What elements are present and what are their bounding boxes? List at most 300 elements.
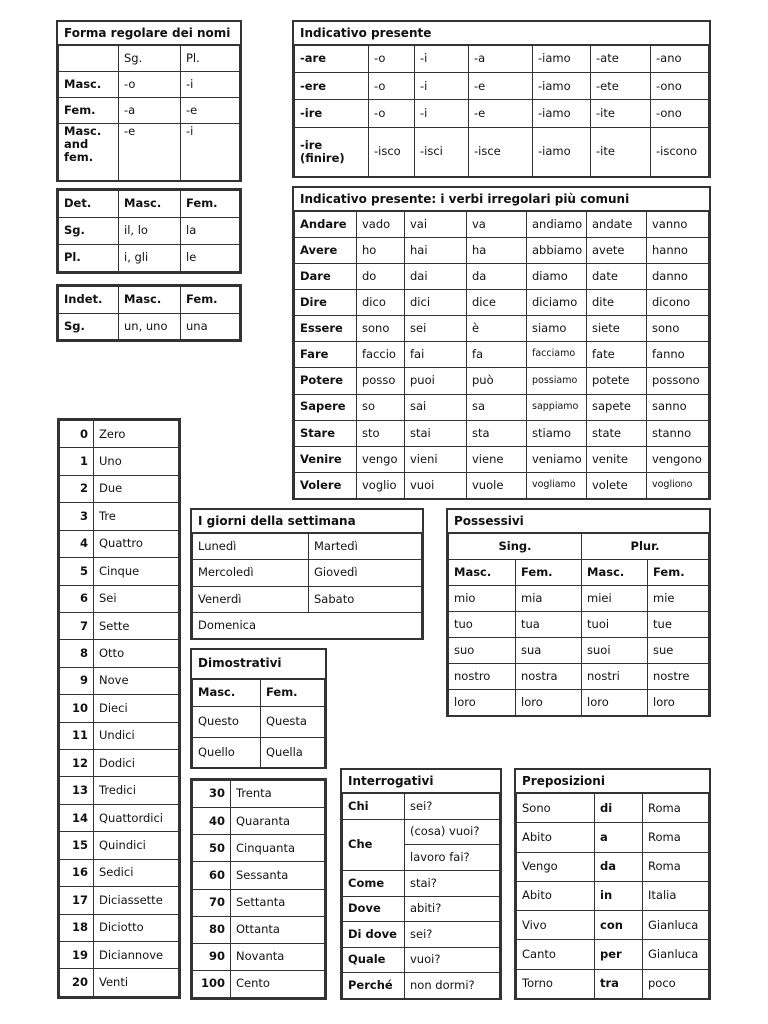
numero-word: Cinquanta: [231, 835, 325, 862]
numero-row: [60, 530, 179, 557]
numeri-table-1: [57, 418, 181, 999]
numero-digit: 7: [60, 612, 94, 639]
nomi-head-pl: Pl.: [181, 46, 240, 72]
numero-digit: 40: [193, 808, 231, 835]
indicativo-cell: -ate: [591, 46, 651, 73]
det-head: Det.: [59, 191, 119, 218]
giorno: Sabato: [309, 586, 422, 612]
numero-digit: 90: [193, 943, 231, 970]
det-head: Fem.: [181, 191, 240, 218]
possessivi-cell: mie: [648, 586, 709, 612]
possessivi-row: [449, 690, 709, 716]
numero-row: [193, 835, 325, 862]
verb-form: ha: [467, 238, 527, 264]
numero-row: [60, 914, 179, 941]
numero-word: Sessanta: [231, 862, 325, 889]
irregolari-title: Indicativo presente: i verbi irregolari più comuni: [294, 188, 709, 211]
indicativo-cell: -i: [415, 73, 469, 100]
interrogativi-row: [343, 973, 500, 999]
interrogativo-word: Dove: [343, 896, 405, 922]
verb-form: abbiamo: [527, 238, 587, 264]
numero-digit: 11: [60, 722, 94, 749]
indicativo-cell: -ete: [591, 73, 651, 100]
giorni-title: I giorni della settimana: [192, 510, 422, 533]
verb-form: so: [357, 394, 405, 420]
possessivi-cell: tuoi: [582, 612, 648, 638]
verb-form: siete: [587, 316, 647, 342]
numero-row: [60, 667, 179, 694]
verb-form: ho: [357, 238, 405, 264]
numero-word: Diciassette: [94, 887, 179, 914]
interrogativi-title: Interrogativi: [342, 770, 500, 793]
preposizioni-title: Preposizioni: [516, 770, 709, 793]
possessivi-cell: loro: [582, 690, 648, 716]
nomi-table: [56, 20, 242, 182]
numero-word: Cinque: [94, 558, 179, 585]
nomi-head-sg: Sg.: [119, 46, 181, 72]
det-row-label: Sg.: [59, 218, 119, 245]
interrogativi-table: [340, 768, 502, 1000]
verb-form: sapete: [587, 394, 647, 420]
verb-name: Avere: [295, 238, 357, 264]
possessivi-row: [449, 664, 709, 690]
preposizioni-row: [517, 794, 709, 823]
indicativo-cell: -o: [369, 73, 415, 100]
numero-word: Sette: [94, 612, 179, 639]
interrogativo-answer: lavoro fai?: [405, 845, 500, 871]
interrogativo-answer: abiti?: [405, 896, 500, 922]
interrogativo-word: Chi: [343, 794, 405, 820]
indicativo-cell: -iamo: [533, 100, 591, 127]
numero-digit: 0: [60, 421, 94, 448]
interrogativo-answer: stai?: [405, 870, 500, 896]
numero-word: Due: [94, 475, 179, 502]
possessivi-cell: suoi: [582, 638, 648, 664]
numero-word: Novanta: [231, 943, 325, 970]
numero-word: Quaranta: [231, 808, 325, 835]
indicativo-cell: -i: [415, 100, 469, 127]
numero-word: Cento: [231, 970, 325, 997]
numero-word: Tredici: [94, 777, 179, 804]
preposizione: in: [595, 881, 643, 910]
numero-row: [60, 804, 179, 831]
interrogativo-word: Che: [343, 819, 405, 870]
nomi-row-label: Fem.: [59, 98, 119, 124]
interrogativo-word: Come: [343, 870, 405, 896]
verb-form: dico: [357, 290, 405, 316]
indicativo-row: [295, 127, 709, 176]
numero-digit: 16: [60, 859, 94, 886]
preposizione: da: [595, 852, 643, 881]
numeri-table-2: [190, 778, 327, 1000]
indet-head: Indet.: [59, 287, 119, 314]
preposizione: con: [595, 911, 643, 940]
numero-word: Sei: [94, 585, 179, 612]
verb-form: puoi: [405, 368, 467, 394]
verb-form: faccio: [357, 342, 405, 368]
possessivi-cell: loro: [449, 690, 516, 716]
verb-form: andiamo: [527, 212, 587, 238]
verb-form: dice: [467, 290, 527, 316]
giorno: Lunedì: [193, 534, 309, 560]
indicativo-cell: -iamo: [533, 73, 591, 100]
verb-form: state: [587, 420, 647, 446]
numero-digit: 5: [60, 558, 94, 585]
indicativo-cell: -ono: [651, 73, 709, 100]
verb-form: da: [467, 264, 527, 290]
det-cell: le: [181, 245, 240, 272]
possessivi-cell: sua: [516, 638, 582, 664]
numero-digit: 13: [60, 777, 94, 804]
verb-form: hai: [405, 238, 467, 264]
interrogativo-answer: sei?: [405, 922, 500, 948]
possessivi-row: [449, 612, 709, 638]
numero-digit: 8: [60, 640, 94, 667]
verb-form: stai: [405, 420, 467, 446]
verb-form: siamo: [527, 316, 587, 342]
dimostrativi-title: Dimostrativi: [192, 650, 325, 679]
numero-digit: 2: [60, 475, 94, 502]
dimostrativi-cell: Questa: [261, 707, 325, 738]
indicativo-cell: -ono: [651, 100, 709, 127]
verb-form: vanno: [647, 212, 709, 238]
verb-form: sto: [357, 420, 405, 446]
indicativo-row-label: -ire: [295, 100, 369, 127]
indet-table: [56, 284, 242, 342]
verb-form: fanno: [647, 342, 709, 368]
preposizioni-row: [517, 823, 709, 852]
verb-form: sai: [405, 394, 467, 420]
nomi-cell: -e: [119, 124, 181, 181]
verb-form: vuole: [467, 472, 527, 498]
preposizioni-object: Roma: [643, 852, 709, 881]
irregolari-row: [295, 264, 709, 290]
numero-word: Settanta: [231, 889, 325, 916]
preposizioni-row: [517, 881, 709, 910]
det-cell: i, gli: [119, 245, 181, 272]
preposizioni-verb: Sono: [517, 794, 595, 823]
verb-form: possono: [647, 368, 709, 394]
possessivi-cell: nostri: [582, 664, 648, 690]
preposizioni-row: [517, 911, 709, 940]
numero-row: [60, 750, 179, 777]
preposizione: tra: [595, 969, 643, 998]
verb-form: facciamo: [527, 342, 587, 368]
possessivi-cell: nostro: [449, 664, 516, 690]
verb-form: diamo: [527, 264, 587, 290]
irregolari-row: [295, 316, 709, 342]
verb-form: vai: [405, 212, 467, 238]
indicativo-cell: -e: [469, 100, 533, 127]
numero-row: [193, 889, 325, 916]
possessivi-group-plur: Plur.: [582, 534, 709, 560]
numero-digit: 1: [60, 448, 94, 475]
nomi-row-label: Masc. and fem.: [59, 124, 119, 181]
irregolari-row: [295, 472, 709, 498]
dimostrativi-head: Fem.: [261, 680, 325, 707]
indet-cell: un, uno: [119, 313, 181, 340]
numero-row: [60, 585, 179, 612]
interrogativi-row: [343, 794, 500, 820]
possessivi-head: Masc.: [582, 560, 648, 586]
verb-name: Andare: [295, 212, 357, 238]
numero-word: Diciannove: [94, 942, 179, 969]
irregolari-table: [292, 186, 711, 500]
possessivi-cell: mio: [449, 586, 516, 612]
verb-form: venite: [587, 446, 647, 472]
numero-word: Tre: [94, 503, 179, 530]
interrogativo-word: Di dove: [343, 922, 405, 948]
numero-digit: 70: [193, 889, 231, 916]
indicativo-cell: -a: [469, 46, 533, 73]
interrogativo-answer: sei?: [405, 794, 500, 820]
giorni-table: [190, 508, 424, 640]
indicativo-row: [295, 100, 709, 127]
verb-form: veniamo: [527, 446, 587, 472]
numero-digit: 9: [60, 667, 94, 694]
possessivi-cell: sue: [648, 638, 709, 664]
det-row-label: Pl.: [59, 245, 119, 272]
numero-digit: 17: [60, 887, 94, 914]
numero-row: [193, 862, 325, 889]
numero-row: [193, 943, 325, 970]
verb-form: fa: [467, 342, 527, 368]
interrogativi-row: [343, 819, 500, 845]
irregolari-row: [295, 394, 709, 420]
preposizioni-row: [517, 940, 709, 969]
indet-head: Fem.: [181, 287, 240, 314]
numero-digit: 30: [193, 781, 231, 808]
interrogativo-answer: (cosa) vuoi?: [405, 819, 500, 845]
giorno: Domenica: [193, 612, 422, 638]
preposizioni-table: [514, 768, 711, 1000]
numero-row: [60, 777, 179, 804]
numero-row: [60, 887, 179, 914]
verb-form: avete: [587, 238, 647, 264]
nomi-cell: -a: [119, 98, 181, 124]
preposizioni-verb: Torno: [517, 969, 595, 998]
verb-form: dicono: [647, 290, 709, 316]
indet-row-label: Sg.: [59, 313, 119, 340]
numero-row: [60, 969, 179, 997]
verb-form: volete: [587, 472, 647, 498]
preposizioni-verb: Abito: [517, 823, 595, 852]
possessivi-head: Fem.: [648, 560, 709, 586]
possessivi-table: [446, 508, 711, 717]
numero-row: [193, 808, 325, 835]
verb-name: Dire: [295, 290, 357, 316]
irregolari-row: [295, 290, 709, 316]
numero-row: [60, 421, 179, 448]
verb-form: potete: [587, 368, 647, 394]
preposizioni-object: Gianluca: [643, 940, 709, 969]
verb-form: vogliono: [647, 472, 709, 498]
numero-row: [60, 859, 179, 886]
indicativo-cell: -isci: [415, 127, 469, 176]
verb-form: dite: [587, 290, 647, 316]
numero-row: [60, 503, 179, 530]
indicativo-row-label: -are: [295, 46, 369, 73]
numero-row: [60, 695, 179, 722]
numero-row: [60, 832, 179, 859]
verb-form: sei: [405, 316, 467, 342]
numero-row: [193, 916, 325, 943]
numero-digit: 6: [60, 585, 94, 612]
verb-form: viene: [467, 446, 527, 472]
verb-form: voglio: [357, 472, 405, 498]
numero-row: [60, 558, 179, 585]
indicativo-cell: -i: [415, 46, 469, 73]
verb-form: vieni: [405, 446, 467, 472]
preposizioni-object: Roma: [643, 823, 709, 852]
interrogativi-row: [343, 922, 500, 948]
verb-form: fate: [587, 342, 647, 368]
verb-form: dici: [405, 290, 467, 316]
irregolari-row: [295, 420, 709, 446]
preposizione: per: [595, 940, 643, 969]
indicativo-cell: -o: [369, 46, 415, 73]
numero-digit: 20: [60, 969, 94, 997]
giorno: Venerdì: [193, 586, 309, 612]
indicativo-cell: -o: [369, 100, 415, 127]
numero-row: [60, 942, 179, 969]
numero-word: Diciotto: [94, 914, 179, 941]
verb-form: vengo: [357, 446, 405, 472]
verb-form: posso: [357, 368, 405, 394]
irregolari-row: [295, 342, 709, 368]
nomi-cell: -o: [119, 72, 181, 98]
preposizioni-row: [517, 852, 709, 881]
verb-form: stiamo: [527, 420, 587, 446]
nomi-cell: -i: [181, 124, 240, 181]
indicativo-cell: -iscono: [651, 127, 709, 176]
indicativo-cell: -isce: [469, 127, 533, 176]
preposizioni-object: Roma: [643, 794, 709, 823]
det-cell: la: [181, 218, 240, 245]
indicativo-row-label: -ire (finire): [295, 127, 369, 176]
numero-digit: 18: [60, 914, 94, 941]
verb-form: sta: [467, 420, 527, 446]
verb-form: sa: [467, 394, 527, 420]
interrogativi-row: [343, 947, 500, 973]
nomi-title: Forma regolare dei nomi: [58, 22, 240, 45]
verb-form: è: [467, 316, 527, 342]
indicativo-title: Indicativo presente: [294, 22, 709, 45]
possessivi-row: [449, 638, 709, 664]
possessivi-group-sing: Sing.: [449, 534, 582, 560]
verb-form: hanno: [647, 238, 709, 264]
preposizione: a: [595, 823, 643, 852]
possessivi-cell: loro: [648, 690, 709, 716]
verb-form: va: [467, 212, 527, 238]
verb-form: stanno: [647, 420, 709, 446]
numero-row: [60, 448, 179, 475]
numero-word: Ottanta: [231, 916, 325, 943]
verb-form: date: [587, 264, 647, 290]
verb-form: possiamo: [527, 368, 587, 394]
numero-row: [193, 781, 325, 808]
possessivi-cell: loro: [516, 690, 582, 716]
numero-word: Uno: [94, 448, 179, 475]
verb-form: vengono: [647, 446, 709, 472]
possessivi-cell: tua: [516, 612, 582, 638]
numero-word: Undici: [94, 722, 179, 749]
numero-word: Nove: [94, 667, 179, 694]
possessivi-title: Possessivi: [448, 510, 709, 533]
indicativo-cell: -iamo: [533, 46, 591, 73]
indicativo-row: [295, 46, 709, 73]
preposizioni-object: poco: [643, 969, 709, 998]
dimostrativi-cell: Quello: [193, 737, 261, 768]
interrogativo-answer: vuoi?: [405, 947, 500, 973]
verb-name: Fare: [295, 342, 357, 368]
nomi-row-label: Masc.: [59, 72, 119, 98]
indicativo-row: [295, 73, 709, 100]
numero-digit: 10: [60, 695, 94, 722]
indicativo-cell: -ano: [651, 46, 709, 73]
verb-form: andate: [587, 212, 647, 238]
verb-form: danno: [647, 264, 709, 290]
numero-digit: 80: [193, 916, 231, 943]
indicativo-cell: -iamo: [533, 127, 591, 176]
giorno: Martedì: [309, 534, 422, 560]
numero-word: Quattordici: [94, 804, 179, 831]
numero-digit: 100: [193, 970, 231, 997]
dimostrativi-table: [190, 648, 327, 769]
verb-form: sono: [647, 316, 709, 342]
verb-name: Essere: [295, 316, 357, 342]
verb-form: vuoi: [405, 472, 467, 498]
irregolari-row: [295, 212, 709, 238]
numero-digit: 60: [193, 862, 231, 889]
numero-digit: 12: [60, 750, 94, 777]
indicativo-cell: -isco: [369, 127, 415, 176]
numero-word: Sedici: [94, 859, 179, 886]
verb-form: può: [467, 368, 527, 394]
interrogativo-answer: non dormi?: [405, 973, 500, 999]
preposizioni-row: [517, 969, 709, 998]
interrogativo-word: Perché: [343, 973, 405, 999]
indet-cell: una: [181, 313, 240, 340]
verb-name: Stare: [295, 420, 357, 446]
dimostrativi-cell: Quella: [261, 737, 325, 768]
verb-form: dai: [405, 264, 467, 290]
indicativo-cell: -ite: [591, 100, 651, 127]
verb-form: vado: [357, 212, 405, 238]
preposizioni-verb: Vengo: [517, 852, 595, 881]
verb-form: diciamo: [527, 290, 587, 316]
irregolari-row: [295, 446, 709, 472]
preposizione: di: [595, 794, 643, 823]
verb-form: sappiamo: [527, 394, 587, 420]
det-cell: il, lo: [119, 218, 181, 245]
nomi-cell: -e: [181, 98, 240, 124]
interrogativi-row: [343, 870, 500, 896]
interrogativo-word: Quale: [343, 947, 405, 973]
possessivi-cell: mia: [516, 586, 582, 612]
dimostrativi-head: Masc.: [193, 680, 261, 707]
numero-word: Zero: [94, 421, 179, 448]
possessivi-cell: suo: [449, 638, 516, 664]
numero-row: [60, 722, 179, 749]
numero-word: Dieci: [94, 695, 179, 722]
indicativo-table: [292, 20, 711, 178]
numero-digit: 15: [60, 832, 94, 859]
numero-row: [60, 475, 179, 502]
interrogativi-row: [343, 896, 500, 922]
possessivi-cell: nostre: [648, 664, 709, 690]
numero-word: Venti: [94, 969, 179, 997]
